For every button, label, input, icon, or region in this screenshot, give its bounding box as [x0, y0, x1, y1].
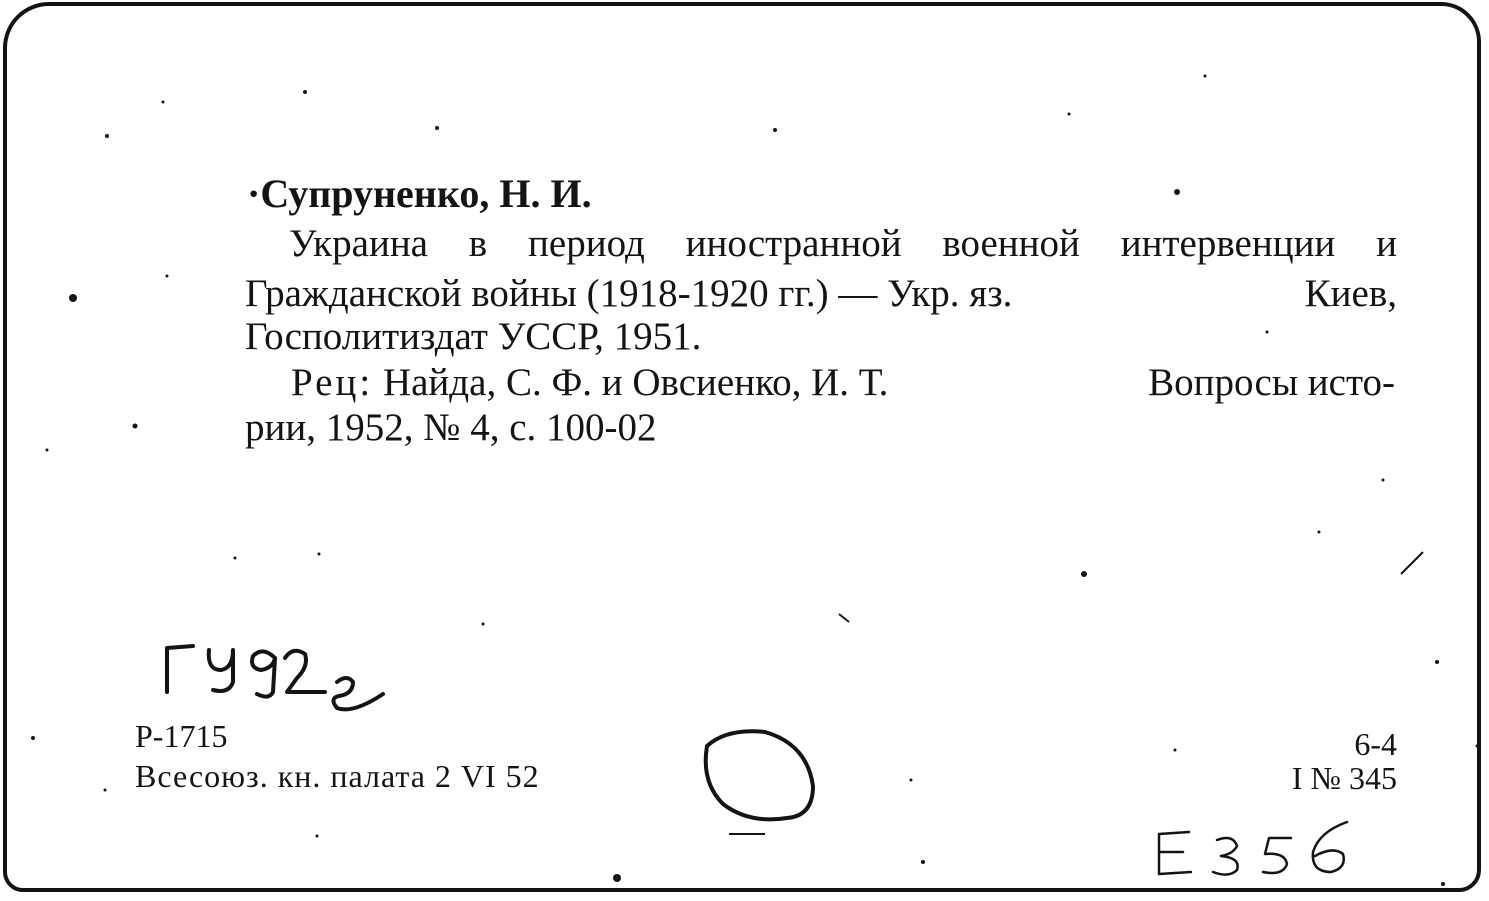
review-line-1 — [291, 363, 1395, 402]
price-code: 6-4 — [1354, 726, 1397, 762]
review-journal: Вопросы исто- — [1148, 361, 1395, 404]
author-name: ·Супруненко, Н. И. — [247, 171, 592, 216]
review-line-2: рии, 1952, № 4, с. 100-02 — [245, 406, 657, 449]
title-line-2-place: Киев, — [1304, 272, 1397, 315]
handwritten-shelf-mark — [167, 646, 383, 709]
title-line-1: Украина в период иностранной военной интервенции и — [289, 222, 1397, 265]
imprint-line: Госполитиздат УССР, 1951. — [245, 315, 702, 358]
catalog-card — [3, 2, 1481, 892]
card-code: Р-1715 — [135, 718, 228, 754]
handwritten-inventory-mark — [1159, 822, 1347, 875]
book-chamber-stamp: Всесоюз. кн. палата 2 VI 52 — [135, 758, 540, 794]
order-number: I № 345 — [1291, 760, 1397, 796]
title-line-2-main: Гражданской войны (1918-1920 гг.) — Укр. яз. — [245, 272, 1013, 315]
handwritten-oval — [706, 731, 813, 819]
review-reference — [291, 363, 888, 402]
review-authors: Найда, С. Ф. и Овсиенко, И. Т. — [373, 361, 889, 404]
review-prefix: Рец: — [291, 361, 374, 404]
title-line-2 — [245, 274, 1397, 313]
